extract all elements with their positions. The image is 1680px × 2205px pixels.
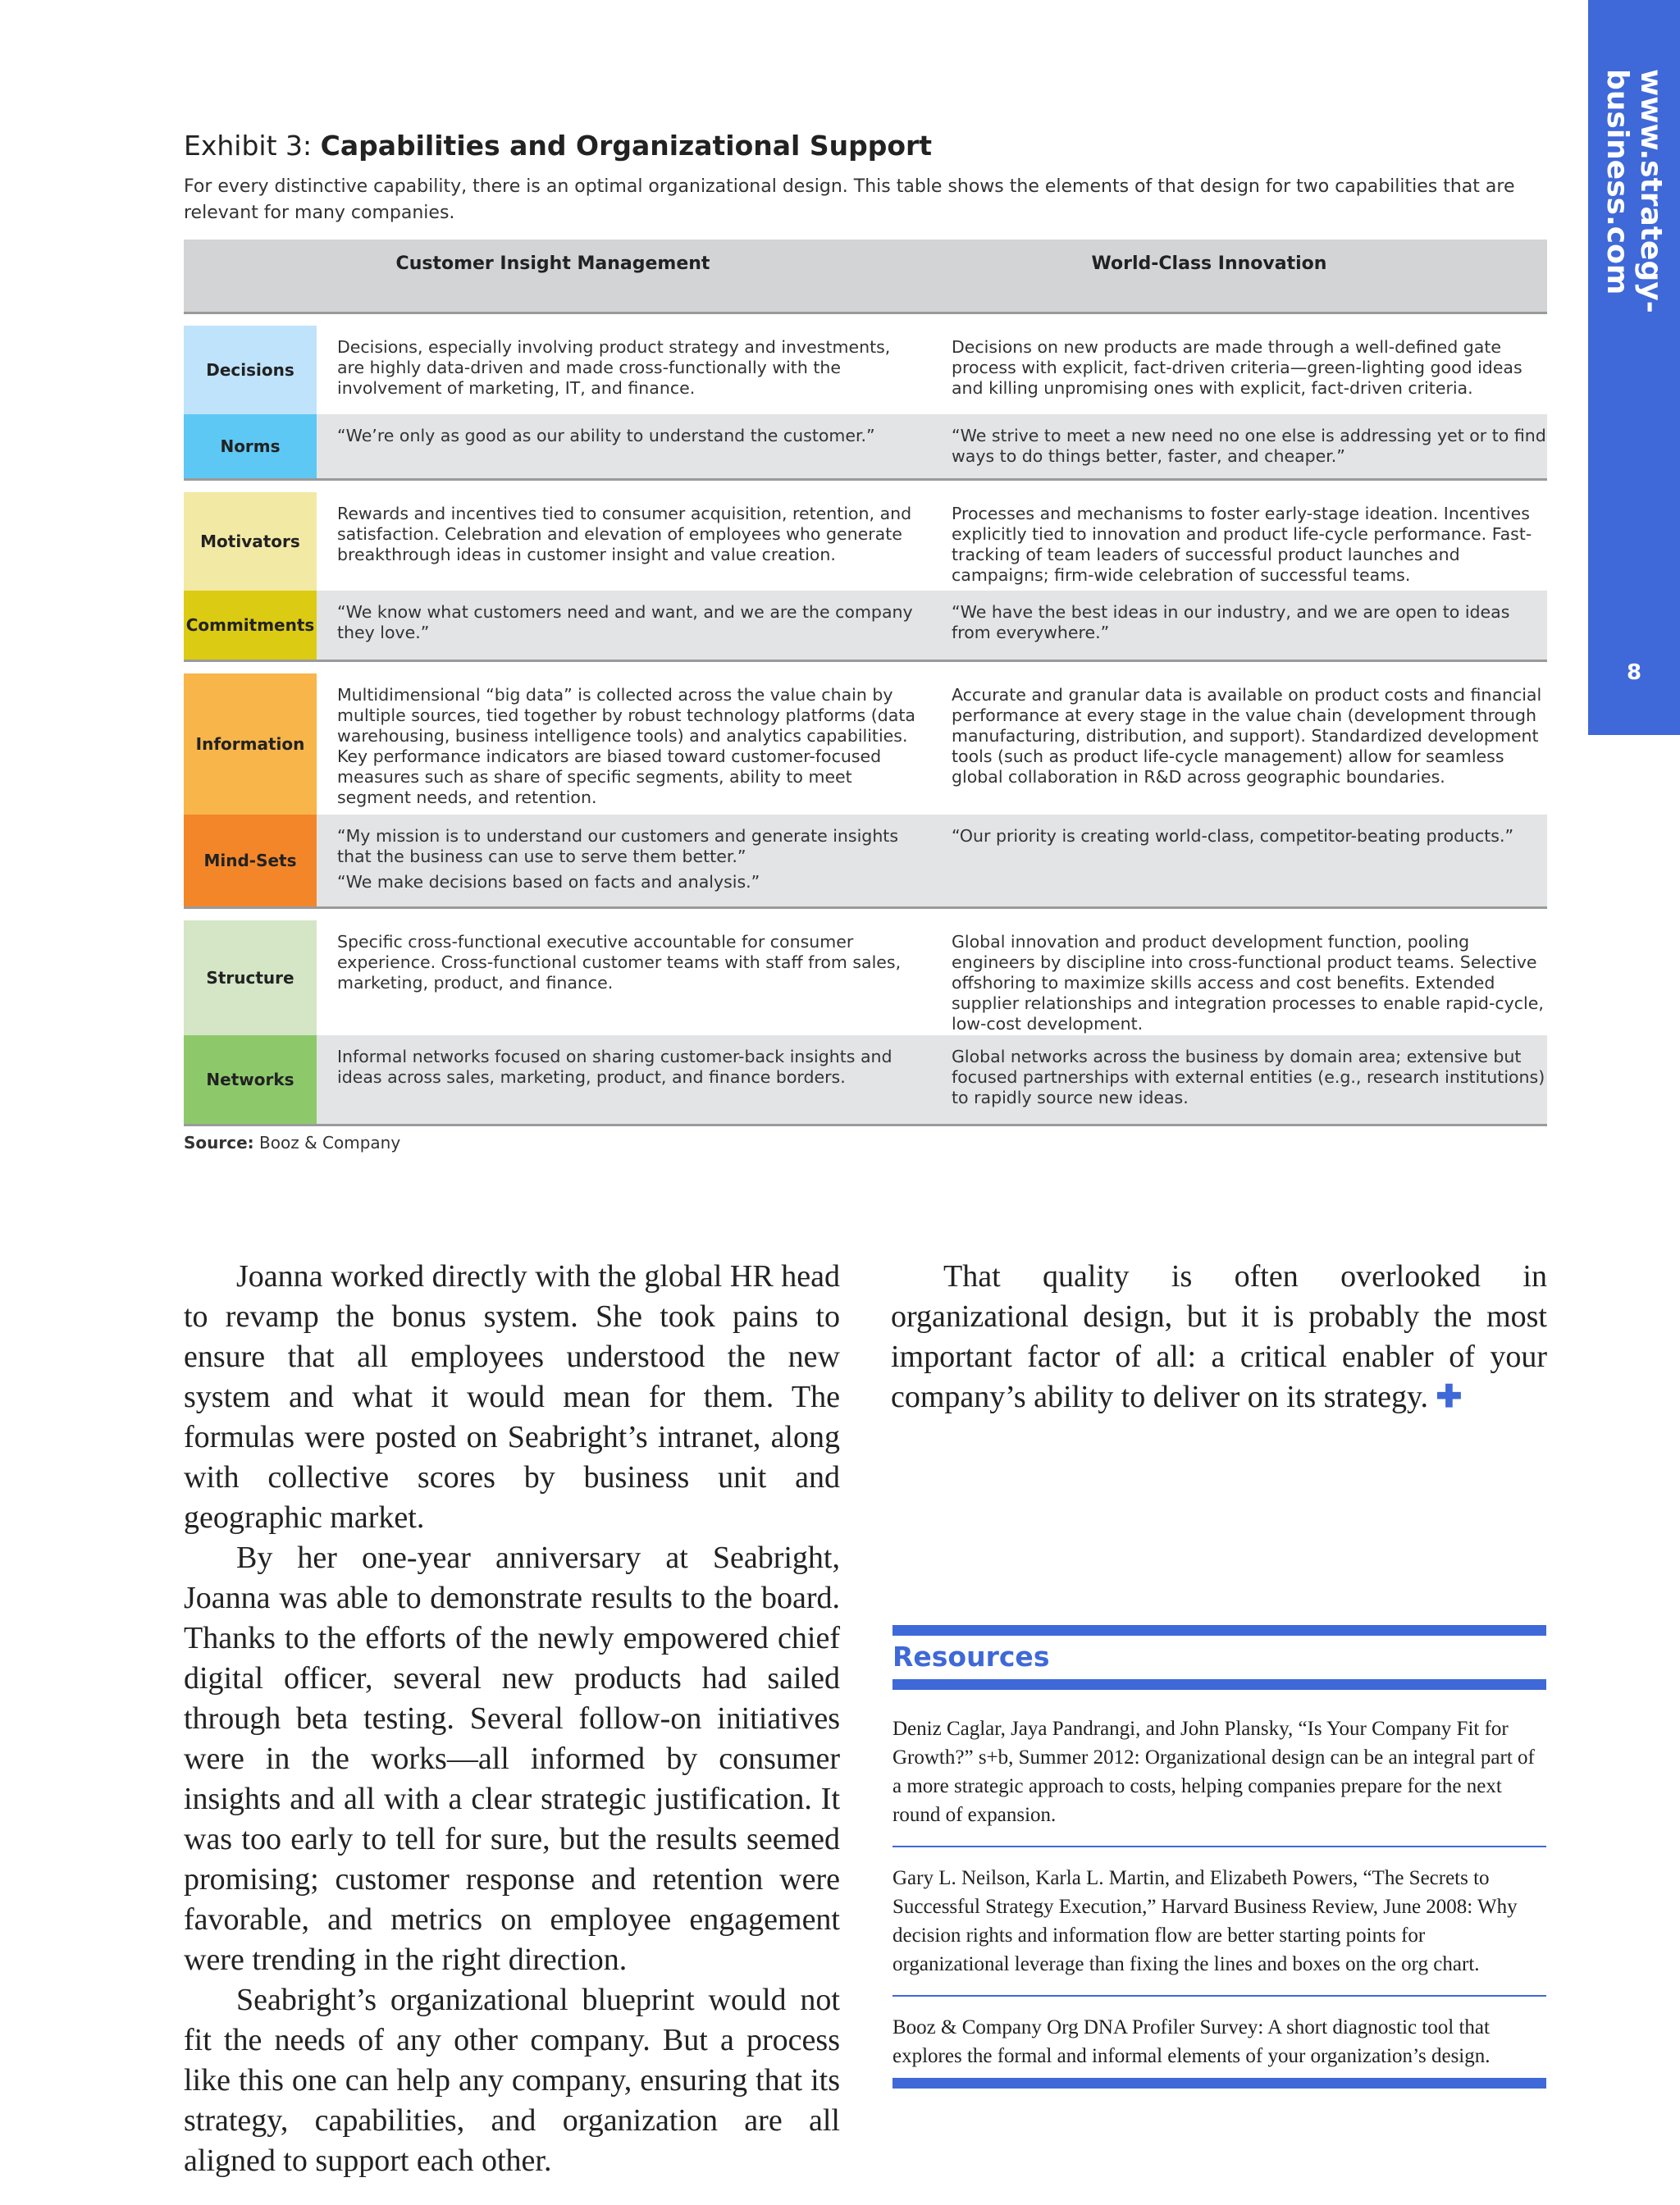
- end-mark-icon: ✚: [1436, 1380, 1463, 1414]
- cell-commitments-innovation: “We have the best ideas in our industry, and we are open to ideas from everywhere.”: [925, 591, 1547, 660]
- table-group-information-mindsets: [184, 673, 1547, 909]
- table-row: [184, 326, 1547, 414]
- cell-commitments-customer: “We know what customers need and want, and we are the company they love.”: [317, 591, 925, 660]
- resources-title: Resources: [892, 1641, 1050, 1673]
- source-text: Booz & Company: [259, 1133, 401, 1153]
- cell-decisions-innovation: Decisions on new products are made through a well-defined gate process with explicit, fact-driven criteria—green-lighting good ideas and killing unpromising ones with explicit, fact-driven criteria.: [952, 337, 1522, 398]
- capabilities-table: [184, 240, 1547, 1126]
- mind-set-quote-2: “We make decisions based on facts and analysis.”: [337, 872, 760, 892]
- resources-list: [892, 1714, 1546, 2087]
- website-url[interactable]: www.strategy-business.com: [1600, 69, 1668, 313]
- resources-rule-top: [892, 1625, 1546, 1636]
- body-paragraph: Joanna worked directly with the global HR head to revamp the bonus system. She took pains to ensure that all employees understood the new system and what it would mean for them. The formulas were posted on Seabright’s intranet, along with collective scores by business unit and geographic market.: [184, 1259, 840, 1535]
- row-label-decisions: Decisions: [184, 326, 317, 414]
- resources-rule-bottom: [892, 2078, 1546, 2089]
- exhibit-label: Exhibit 3:: [184, 130, 313, 162]
- table-row: [184, 673, 1547, 815]
- row-label-commitments: Commitments: [184, 591, 317, 660]
- body-paragraph: [891, 1257, 1547, 1418]
- mind-set-quote-1: “My mission is to understand our customers and generate insights that the business can use to serve them better.”: [337, 826, 899, 866]
- source-credit: [184, 1133, 400, 1153]
- cell-structure-customer: Specific cross-functional executive accountable for consumer experience. Cross-functional customer teams with staff from sales, marketing, product, and finance.: [337, 932, 902, 993]
- table-group-decisions-norms: [184, 326, 1547, 481]
- cell-mind-sets-innovation: “Our priority is creating world-class, competitor-beating products.”: [925, 815, 1547, 906]
- article-column-left: [184, 1257, 840, 2181]
- row-label-networks: Networks: [184, 1035, 317, 1124]
- resources-rule: [892, 1679, 1546, 1690]
- cell-motivators-customer: Rewards and incentives tied to consumer acquisition, retention, and satisfaction. Celebration and elevation of employees who generate breakthrough ideas in customer insight and value creation.: [337, 504, 912, 564]
- cell-information-innovation: Accurate and granular data is available on product costs and financial performance at every stage in the value chain (development through manufacturing, distribution, and support). Standardized development tools (such as product life-cycle management) allow for seamless global collaboration in R&D across geographic boundaries.: [952, 685, 1542, 787]
- column-header-customer-insight: Customer Insight Management: [395, 253, 710, 274]
- cell-structure-innovation: Global innovation and product development function, pooling engineers by discipline into cross-functional product teams. Selective offshoring to maximize skills access and cost benefits. Extended supplier relationships and integration processes to enable rapid-cycle, low-cost development.: [952, 932, 1544, 1034]
- table-row: [184, 920, 1547, 1035]
- table-group-structure-networks: [184, 920, 1547, 1126]
- page-number: 8: [1626, 660, 1642, 685]
- row-label-motivators: Motivators: [184, 492, 317, 591]
- article-column-right: [891, 1257, 1547, 1418]
- cell-information-customer: Multidimensional “big data” is collected across the value chain by multiple sources, tied together by robust technology platforms (data warehousing, business intelligence tools) and analytics capabilities. Key performance indicators are biased toward customer-focused measures such as share of specific segments, ability to meet segment needs, and retention.: [337, 685, 915, 807]
- exhibit-description: For every distinctive capability, there is an optimal organizational design. This table shows the elements of that design for two capabilities that are relevant for many companies.: [184, 176, 1515, 223]
- table-row: [184, 1035, 1547, 1124]
- resource-item: Booz & Company Org DNA Profiler Survey: A short diagnostic tool that explores the formal and informal elements of your organization’s design.: [892, 2016, 1491, 2067]
- row-label-norms: Norms: [184, 414, 317, 478]
- cell-networks-innovation: Global networks across the business by domain area; extensive but focused partnerships with external entities (e.g., research institutions) to rapidly source new ideas.: [925, 1035, 1547, 1124]
- table-header: [184, 240, 1547, 314]
- column-header-innovation: World-Class Innovation: [1091, 253, 1327, 274]
- row-label-mind-sets: Mind-Sets: [184, 815, 317, 906]
- table-row: [184, 414, 1547, 478]
- source-label: Source:: [184, 1133, 254, 1153]
- cell-mind-sets-customer: [317, 815, 925, 906]
- resource-item: Gary L. Neilson, Karla L. Martin, and Elizabeth Powers, “The Secrets to Successful Strategy Execution,” Harvard Business Review, June 2008: Why decision rights and information flow are better starting points for organizational leverage than fixing the lines and boxes on the org chart.: [892, 1864, 1546, 1997]
- row-label-information: Information: [184, 673, 317, 815]
- table-row: [184, 492, 1547, 591]
- body-paragraph: Seabright’s organizational blueprint would not fit the needs of any other company. But a process like this one can help any company, ensuring that its strategy, capabilities, and organization are all aligned to support each other.: [184, 1983, 840, 2178]
- cell-networks-customer: Informal networks focused on sharing customer-back insights and ideas across sales, marketing, product, and finance borders.: [317, 1035, 925, 1124]
- closing-paragraph: That quality is often overlooked in organizational design, but it is probably the most important factor of all: a critical enabler of your company’s ability to deliver on its strategy.: [891, 1259, 1547, 1414]
- cell-norms-innovation: “We strive to meet a new need no one else is addressing yet or to find ways to do things better, faster, and cheaper.”: [925, 414, 1547, 478]
- table-row: [184, 815, 1547, 906]
- table-group-motivators-commitments: [184, 492, 1547, 662]
- table-row: [184, 591, 1547, 660]
- row-label-structure: Structure: [184, 920, 317, 1035]
- exhibit-title: [184, 130, 932, 162]
- exhibit-heading: Capabilities and Organizational Support: [320, 130, 933, 162]
- cell-decisions-customer: Decisions, especially involving product strategy and investments, are highly data-driven and made cross-functionally with the involvement of marketing, IT, and finance.: [337, 337, 891, 398]
- body-paragraph: By her one-year anniversary at Seabright, Joanna was able to demonstrate results to the board. Thanks to the efforts of the newly empowered chief digital officer, several new products had sailed through beta testing. Several follow-on initiatives were in the works—all informed by consumer insights and all with a clear strategic justification. It was too early to tell for sure, but the results seemed promising; customer response and retention were favorable, and metrics on employee engagement were trending in the right direction.: [184, 1541, 840, 1977]
- cell-motivators-innovation: Processes and mechanisms to foster early-stage ideation. Incentives explicitly tied to innovation and product life-cycle performance. Fast-tracking of team leaders of successful product launches and campaigns; firm-wide celebration of successful teams.: [952, 504, 1532, 585]
- cell-norms-customer: “We’re only as good as our ability to understand the customer.”: [317, 414, 925, 478]
- resource-item: Deniz Caglar, Jaya Pandrangi, and John Plansky, “Is Your Company Fit for Growth?” s+b, Summer 2012: Organizational design can be an integral part of a more strategic approach to costs, helping companies prepare for the next round of expansion.: [892, 1714, 1546, 1847]
